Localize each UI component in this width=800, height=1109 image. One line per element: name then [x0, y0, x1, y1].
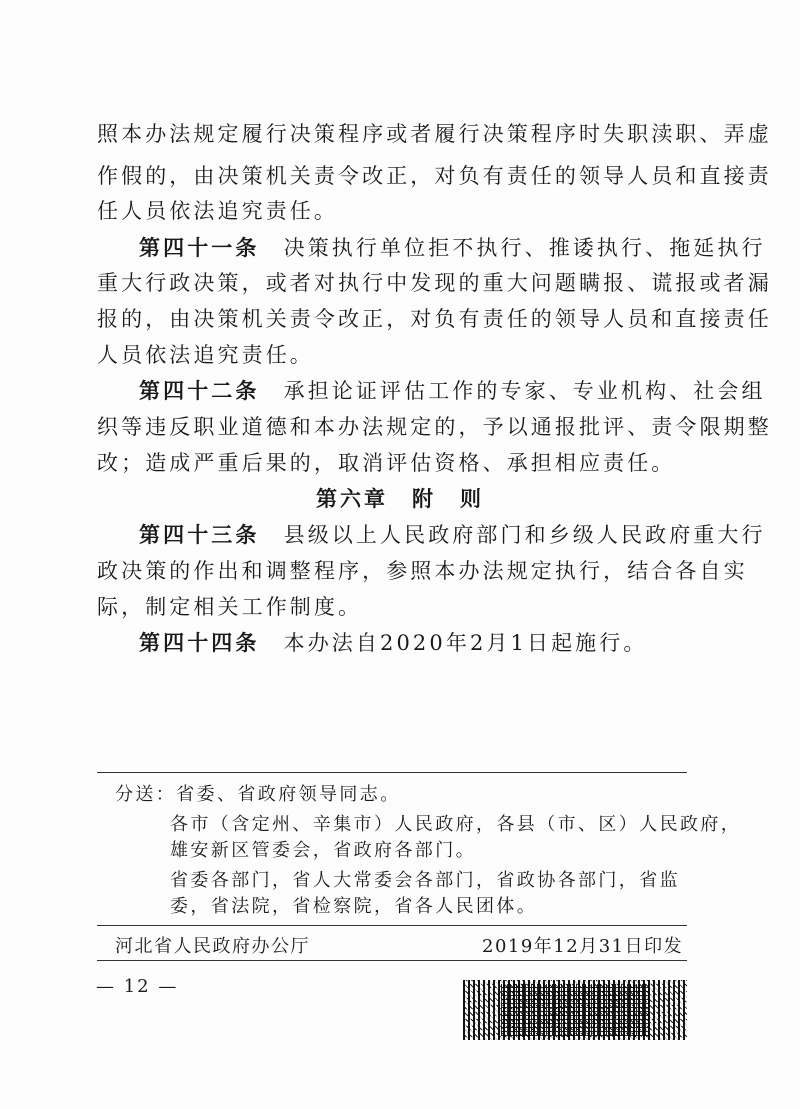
body-line: 改；造成严重后果的，取消评估资格、承担相应责任。: [97, 451, 676, 475]
body-line: 照本办法规定履行决策程序或者履行决策程序时失职渎职、弄虚: [97, 122, 772, 146]
article-44: 第四十四条 本办法自2020年2月1日起施行。: [139, 630, 648, 655]
chapter-heading: 第六章 附 则: [316, 486, 484, 511]
body-line: 政决策的作出和调整程序，参照本办法规定执行，结合各自实: [97, 559, 748, 583]
article-number: 第四十四条: [139, 630, 260, 655]
distribution-line-5: 委，省法院，省检察院，省各人民团体。: [170, 896, 538, 917]
article-42: 第四十二条 承担论证评估工作的专家、专业机构、社会组: [139, 378, 766, 403]
body-line: 人员依法追究责任。: [97, 343, 314, 367]
article-41: 第四十一条 决策执行单位拒不执行、推诿执行、拖延执行: [139, 235, 766, 260]
body-line: 报的，由决策机关责令改正，对负有责任的领导人员和直接责任: [97, 307, 772, 331]
distribution-label: 分送：: [115, 784, 177, 805]
barcode-image: [463, 980, 687, 1040]
barcode-pattern: [501, 984, 649, 1036]
body-line: 作假的，由决策机关责令改正，对负有责任的领导人员和直接责: [97, 164, 772, 188]
issue-date: 2019年12月31日印发: [482, 936, 684, 957]
divider-top: [97, 772, 687, 773]
divider-bottom: [97, 960, 687, 961]
distribution-line-1: 分送：省委、省政府领导同志。: [115, 784, 401, 805]
article-number: 第四十一条: [139, 235, 260, 260]
distribution-line-2: 各市（含定州、辛集市）人民政府，各县（市、区）人民政府，: [170, 814, 742, 835]
article-43: 第四十三条 县级以上人民政府部门和乡级人民政府重大行: [139, 522, 766, 547]
body-line: 织等违反职业道德和本办法规定的，予以通报批评、责令限期整: [97, 415, 772, 439]
page-number: — 12 —: [96, 976, 179, 997]
body-line: 重大行政决策，或者对执行中发现的重大问题瞒报、谎报或者漏: [97, 271, 772, 295]
article-number: 第四十三条: [139, 522, 260, 547]
distribution-line-4: 省委各部门，省人大常委会各部门，省政协各部门，省监: [170, 870, 680, 891]
article-number: 第四十二条: [139, 378, 260, 403]
divider-middle: [97, 925, 687, 926]
issuer: 河北省人民政府办公厅: [115, 936, 310, 957]
body-line: 际，制定相关工作制度。: [97, 595, 363, 619]
distribution-line-3: 雄安新区管委会，省政府各部门。: [170, 840, 476, 861]
body-line: 任人员依法追究责任。: [97, 199, 338, 223]
